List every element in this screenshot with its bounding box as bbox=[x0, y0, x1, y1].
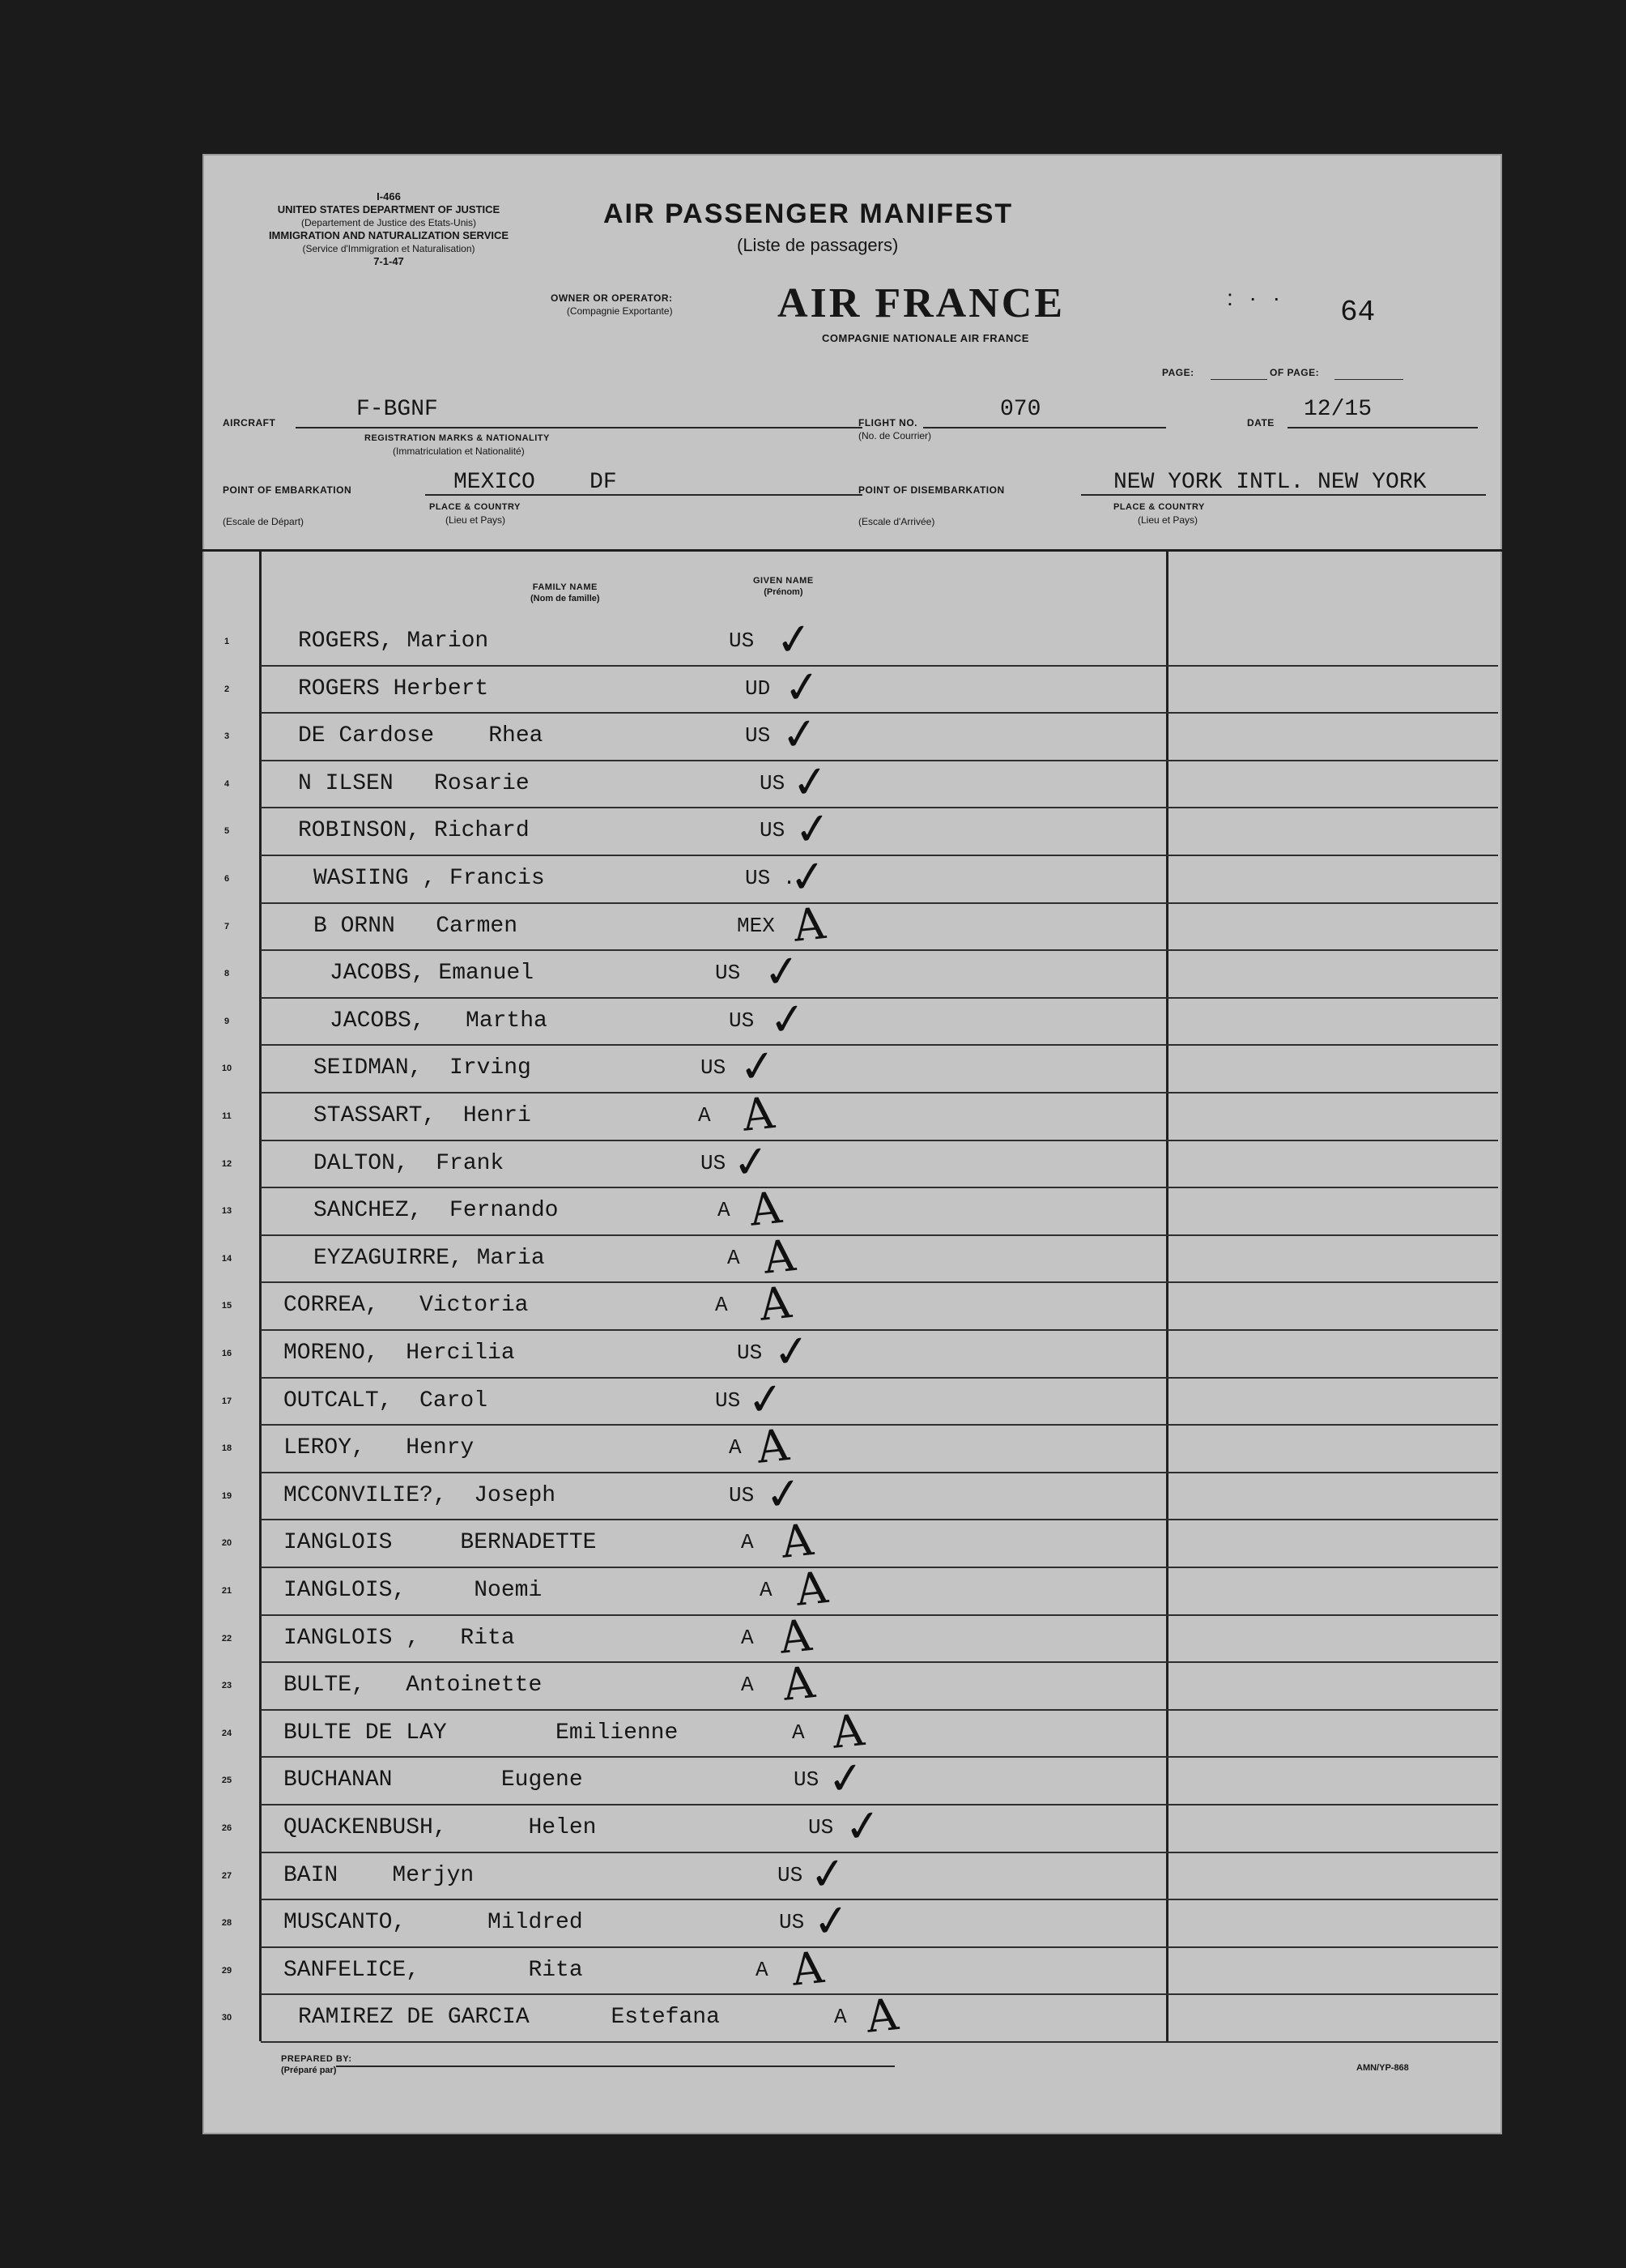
form-code: AMN/YP-868 bbox=[1356, 2063, 1409, 2073]
table-row bbox=[202, 1229, 1498, 1288]
disembark-label: POINT OF DISEMBARKATION bbox=[858, 484, 1005, 496]
passenger-name: SANFELICE, Rita bbox=[283, 1957, 583, 1983]
table-row bbox=[202, 1039, 1498, 1098]
form-number: I-466 bbox=[377, 190, 401, 202]
passenger-nationality: A bbox=[698, 1103, 711, 1128]
check-mark-icon: ✓ bbox=[781, 659, 824, 714]
aircraft-value: F-BGNF bbox=[356, 397, 438, 422]
embark-label: POINT OF EMBARKATION bbox=[223, 484, 352, 496]
handwritten-a-mark: A bbox=[747, 1182, 785, 1237]
prepared-by-label-fr: (Préparé par) bbox=[281, 2066, 337, 2075]
agency-line: IMMIGRATION AND NATURALIZATION SERVICE bbox=[268, 229, 509, 241]
table-row bbox=[202, 1798, 1498, 1857]
row-number: 13 bbox=[221, 1206, 232, 1217]
row-number: 28 bbox=[221, 1918, 232, 1929]
passenger-nationality: US bbox=[729, 1008, 755, 1033]
row-number: 25 bbox=[221, 1776, 232, 1786]
passenger-nationality: A bbox=[741, 1673, 754, 1698]
passenger-name: SEIDMAN, Irving bbox=[313, 1055, 531, 1081]
family-name-label: FAMILY NAME bbox=[532, 582, 598, 592]
row-number: 7 bbox=[223, 921, 230, 932]
page-subtitle: (Liste de passagers) bbox=[737, 235, 899, 255]
passenger-name: BAIN Merjyn bbox=[283, 1862, 475, 1888]
prepared-by-line bbox=[336, 2066, 895, 2067]
of-page-label: OF PAGE: bbox=[1270, 367, 1320, 378]
family-name-label-fr: (Nom de famille) bbox=[530, 594, 600, 603]
owner-label: OWNER OR OPERATOR: bbox=[551, 292, 673, 304]
row-number: 9 bbox=[223, 1016, 230, 1026]
passenger-nationality: UD bbox=[745, 676, 771, 701]
passenger-nationality: A bbox=[727, 1245, 740, 1270]
table-row bbox=[202, 1371, 1498, 1430]
passenger-nationality: US bbox=[794, 1767, 819, 1793]
row-number: 2 bbox=[223, 684, 230, 694]
aircraft-label: AIRCRAFT bbox=[223, 417, 276, 428]
table-row bbox=[202, 1087, 1498, 1145]
passenger-nationality: A bbox=[729, 1435, 742, 1460]
check-mark-icon: ✓ bbox=[791, 802, 834, 857]
check-mark-icon: ✓ bbox=[789, 754, 832, 809]
passenger-name: OUTCALT, Carol bbox=[283, 1388, 488, 1413]
check-mark-icon: ✓ bbox=[762, 1466, 805, 1521]
passenger-name: IANGLOIS BERNADETTE bbox=[283, 1530, 597, 1556]
handwritten-a-mark: A bbox=[793, 1562, 831, 1616]
handwritten-a-mark: A bbox=[863, 1989, 901, 2044]
passenger-list bbox=[202, 154, 1502, 2134]
row-number: 23 bbox=[221, 1681, 232, 1691]
date-label: DATE bbox=[1247, 417, 1275, 428]
passenger-name: EYZAGUIRRE, Maria bbox=[313, 1245, 545, 1271]
passenger-name: QUACKENBUSH, Helen bbox=[283, 1815, 597, 1840]
row-number: 17 bbox=[221, 1396, 232, 1406]
passenger-nationality: MEX bbox=[737, 913, 775, 938]
row-number: 20 bbox=[221, 1538, 232, 1549]
table-row bbox=[202, 1893, 1498, 1952]
handwritten-a-mark: A bbox=[760, 1229, 798, 1284]
row-number: 8 bbox=[223, 969, 230, 979]
row-number: 3 bbox=[223, 731, 230, 742]
agency-line: (Service d'Immigration et Naturalisation) bbox=[302, 243, 475, 254]
row-number: 19 bbox=[221, 1490, 232, 1501]
agency-line: (Departement de Justice des Etats-Unis) bbox=[300, 217, 477, 228]
embark-value: MEXICO DF bbox=[453, 470, 617, 495]
table-row bbox=[202, 802, 1498, 860]
handwritten-a-mark: A bbox=[829, 1703, 867, 1759]
passenger-nationality: US bbox=[808, 1815, 834, 1840]
passenger-nationality: US bbox=[715, 961, 741, 986]
check-mark-icon: ✓ bbox=[778, 706, 821, 762]
passenger-nationality: US bbox=[700, 1150, 726, 1175]
passenger-name: JACOBS, Emanuel bbox=[330, 961, 534, 987]
handwritten-a-mark: A bbox=[754, 1419, 792, 1474]
row-number: 16 bbox=[221, 1349, 232, 1358]
check-mark-icon: ✓ bbox=[841, 1798, 884, 1854]
row-rule bbox=[261, 2041, 1498, 2047]
check-mark-icon: ✓ bbox=[810, 1893, 853, 1949]
row-number: 5 bbox=[223, 826, 230, 837]
embark-label-fr: (Escale de Départ) bbox=[223, 516, 304, 527]
disembark-label-fr: (Escale d'Arrivée) bbox=[858, 516, 935, 527]
handwritten-a-mark: A bbox=[756, 1277, 794, 1332]
passenger-name: WASIING , Francis bbox=[313, 866, 545, 891]
passenger-name: RAMIREZ DE GARCIA Estefana bbox=[298, 2005, 720, 2031]
passenger-name: JACOBS, Martha bbox=[330, 1008, 547, 1034]
passenger-nationality: A bbox=[834, 2005, 847, 2030]
manifest-sheet bbox=[202, 154, 1502, 2134]
table-row bbox=[202, 1419, 1498, 1477]
flight-label: FLIGHT NO. bbox=[858, 417, 917, 428]
row-number: 24 bbox=[221, 1728, 232, 1738]
passenger-name: LEROY, Henry bbox=[283, 1435, 475, 1461]
passenger-nationality: A bbox=[717, 1198, 730, 1223]
handwritten-a-mark: A bbox=[780, 1656, 818, 1712]
table-row bbox=[202, 944, 1498, 1003]
table-row bbox=[202, 1514, 1498, 1572]
row-number: 29 bbox=[221, 1965, 232, 1976]
date-value: 12/15 bbox=[1304, 397, 1373, 422]
row-number: 6 bbox=[223, 874, 230, 884]
passenger-nationality: US bbox=[745, 723, 771, 748]
row-number: 22 bbox=[221, 1633, 232, 1643]
check-mark-icon: ✓ bbox=[770, 1324, 813, 1379]
passenger-nationality: US bbox=[760, 770, 785, 795]
row-number: 15 bbox=[221, 1301, 232, 1311]
row-number: 12 bbox=[221, 1158, 232, 1169]
passenger-name: BULTE DE LAY Emilienne bbox=[283, 1720, 679, 1746]
passenger-name: CORREA, Victoria bbox=[283, 1293, 529, 1319]
stamp-dots: : · · bbox=[1227, 285, 1285, 310]
check-mark-icon: ✓ bbox=[824, 1751, 867, 1806]
page-label: PAGE: bbox=[1162, 367, 1194, 378]
passenger-nationality: A bbox=[715, 1293, 728, 1318]
check-mark-icon: ✓ bbox=[773, 612, 815, 667]
table-row bbox=[202, 1324, 1498, 1383]
passenger-nationality: A bbox=[792, 1720, 805, 1745]
passenger-nationality: A bbox=[756, 1957, 768, 1982]
place-country-label-fr: (Lieu et Pays) bbox=[445, 514, 506, 526]
table-row bbox=[202, 612, 1498, 671]
aircraft-note-fr: (Immatriculation et Nationalité) bbox=[393, 446, 525, 457]
flight-value: 070 bbox=[1000, 397, 1041, 422]
passenger-nationality: US bbox=[760, 818, 785, 843]
handwritten-a-mark: A bbox=[789, 1941, 827, 1996]
row-number: 21 bbox=[221, 1586, 232, 1596]
row-number: 18 bbox=[221, 1443, 232, 1454]
check-mark-icon: ✓ bbox=[730, 1134, 773, 1189]
passenger-name: DALTON, Frank bbox=[313, 1150, 504, 1176]
handwritten-a-mark: A bbox=[778, 1514, 816, 1569]
passenger-name: DE Cardose Rhea bbox=[298, 723, 543, 749]
handwritten-a-mark: A bbox=[739, 1087, 777, 1141]
handwritten-a-mark: A bbox=[790, 897, 828, 952]
passenger-nationality: US bbox=[729, 629, 755, 653]
table-row bbox=[202, 897, 1498, 956]
passenger-name: BUCHANAN Eugene bbox=[283, 1767, 583, 1793]
passenger-name: ROGERS Herbert bbox=[298, 676, 489, 701]
table-row bbox=[202, 1134, 1498, 1193]
passenger-nationality: A bbox=[741, 1530, 754, 1555]
airline-subtitle: COMPAGNIE NATIONALE AIR FRANCE bbox=[822, 332, 1029, 344]
prepared-by-label: PREPARED BY: bbox=[281, 2054, 352, 2064]
stamp-number: 64 bbox=[1340, 296, 1376, 329]
passenger-name: ROBINSON, Richard bbox=[298, 818, 530, 844]
passenger-name: ROGERS, Marion bbox=[298, 629, 489, 654]
row-number: 4 bbox=[223, 778, 230, 789]
place-country-label: PLACE & COUNTRY bbox=[429, 502, 521, 512]
given-name-label-fr: (Prénom) bbox=[764, 587, 803, 597]
passenger-name: SANCHEZ, Fernando bbox=[313, 1198, 559, 1224]
prepared-by-block bbox=[281, 2053, 352, 2076]
check-mark-icon: ✓ bbox=[807, 1846, 849, 1901]
passenger-nationality: A bbox=[741, 1625, 754, 1650]
agency-line: UNITED STATES DEPARTMENT OF JUSTICE bbox=[277, 203, 500, 215]
row-number: 26 bbox=[221, 1823, 232, 1833]
row-number: 11 bbox=[222, 1111, 232, 1121]
table-row bbox=[202, 991, 1498, 1051]
passenger-name: STASSART, Henri bbox=[313, 1103, 531, 1128]
passenger-nationality: US bbox=[700, 1055, 726, 1081]
page-title: AIR PASSENGER MANIFEST bbox=[603, 198, 1014, 229]
passenger-name: MCCONVILIE?, Joseph bbox=[283, 1482, 556, 1508]
passenger-name: MORENO, Hercilia bbox=[283, 1341, 515, 1366]
check-mark-icon: ✓ bbox=[766, 991, 809, 1047]
table-row bbox=[202, 1846, 1498, 1905]
form-date: 7-1-47 bbox=[373, 255, 404, 267]
passenger-name: MUSCANTO, Mildred bbox=[283, 1910, 583, 1936]
table-row bbox=[202, 1989, 1498, 2047]
table-row bbox=[202, 1609, 1498, 1668]
table-row bbox=[202, 1562, 1498, 1620]
passenger-name: BULTE, Antoinette bbox=[283, 1673, 543, 1699]
passenger-name: IANGLOIS, Noemi bbox=[283, 1578, 543, 1603]
passenger-name: N ILSEN Rosarie bbox=[298, 770, 530, 796]
row-number: 27 bbox=[221, 1870, 232, 1881]
given-name-label: GIVEN NAME bbox=[753, 576, 814, 586]
passenger-nationality: US bbox=[777, 1862, 803, 1887]
aircraft-note: REGISTRATION MARKS & NATIONALITY bbox=[364, 433, 550, 443]
place-country-label-fr: (Lieu et Pays) bbox=[1138, 514, 1198, 526]
passenger-nationality: US bbox=[737, 1341, 763, 1365]
passenger-nationality: US bbox=[715, 1388, 741, 1413]
passenger-name: B ORNN Carmen bbox=[313, 913, 518, 939]
handwritten-a-mark: A bbox=[777, 1609, 815, 1664]
table-row bbox=[202, 706, 1498, 765]
table-row bbox=[202, 1941, 1498, 2000]
passenger-nationality: US bbox=[729, 1482, 755, 1507]
table-row bbox=[202, 1277, 1498, 1335]
check-mark-icon: ✓ bbox=[786, 849, 829, 905]
passenger-name: IANGLOIS , Rita bbox=[283, 1625, 515, 1651]
check-mark-icon: ✓ bbox=[744, 1371, 787, 1426]
passenger-nationality: US . bbox=[745, 866, 796, 890]
row-number: 14 bbox=[221, 1253, 232, 1264]
place-country-label: PLACE & COUNTRY bbox=[1113, 502, 1205, 512]
row-number: 1 bbox=[223, 637, 230, 646]
table-row bbox=[202, 849, 1498, 908]
table-row bbox=[202, 1466, 1498, 1525]
passenger-nationality: US bbox=[779, 1910, 805, 1935]
table-row bbox=[202, 659, 1498, 718]
passenger-nationality: A bbox=[760, 1578, 773, 1602]
owner-label-fr: (Compagnie Exportante) bbox=[566, 305, 673, 317]
row-number: 30 bbox=[221, 2013, 232, 2023]
table-row bbox=[202, 1182, 1498, 1240]
disembark-value: NEW YORK INTL. NEW YORK bbox=[1113, 470, 1427, 495]
table-row bbox=[202, 754, 1498, 813]
flight-label-fr: (No. de Courrier) bbox=[858, 430, 932, 441]
airline-name: AIR FRANCE bbox=[777, 280, 1065, 326]
check-mark-icon: ✓ bbox=[760, 944, 803, 1000]
row-number: 10 bbox=[221, 1064, 232, 1074]
check-mark-icon: ✓ bbox=[736, 1039, 779, 1094]
